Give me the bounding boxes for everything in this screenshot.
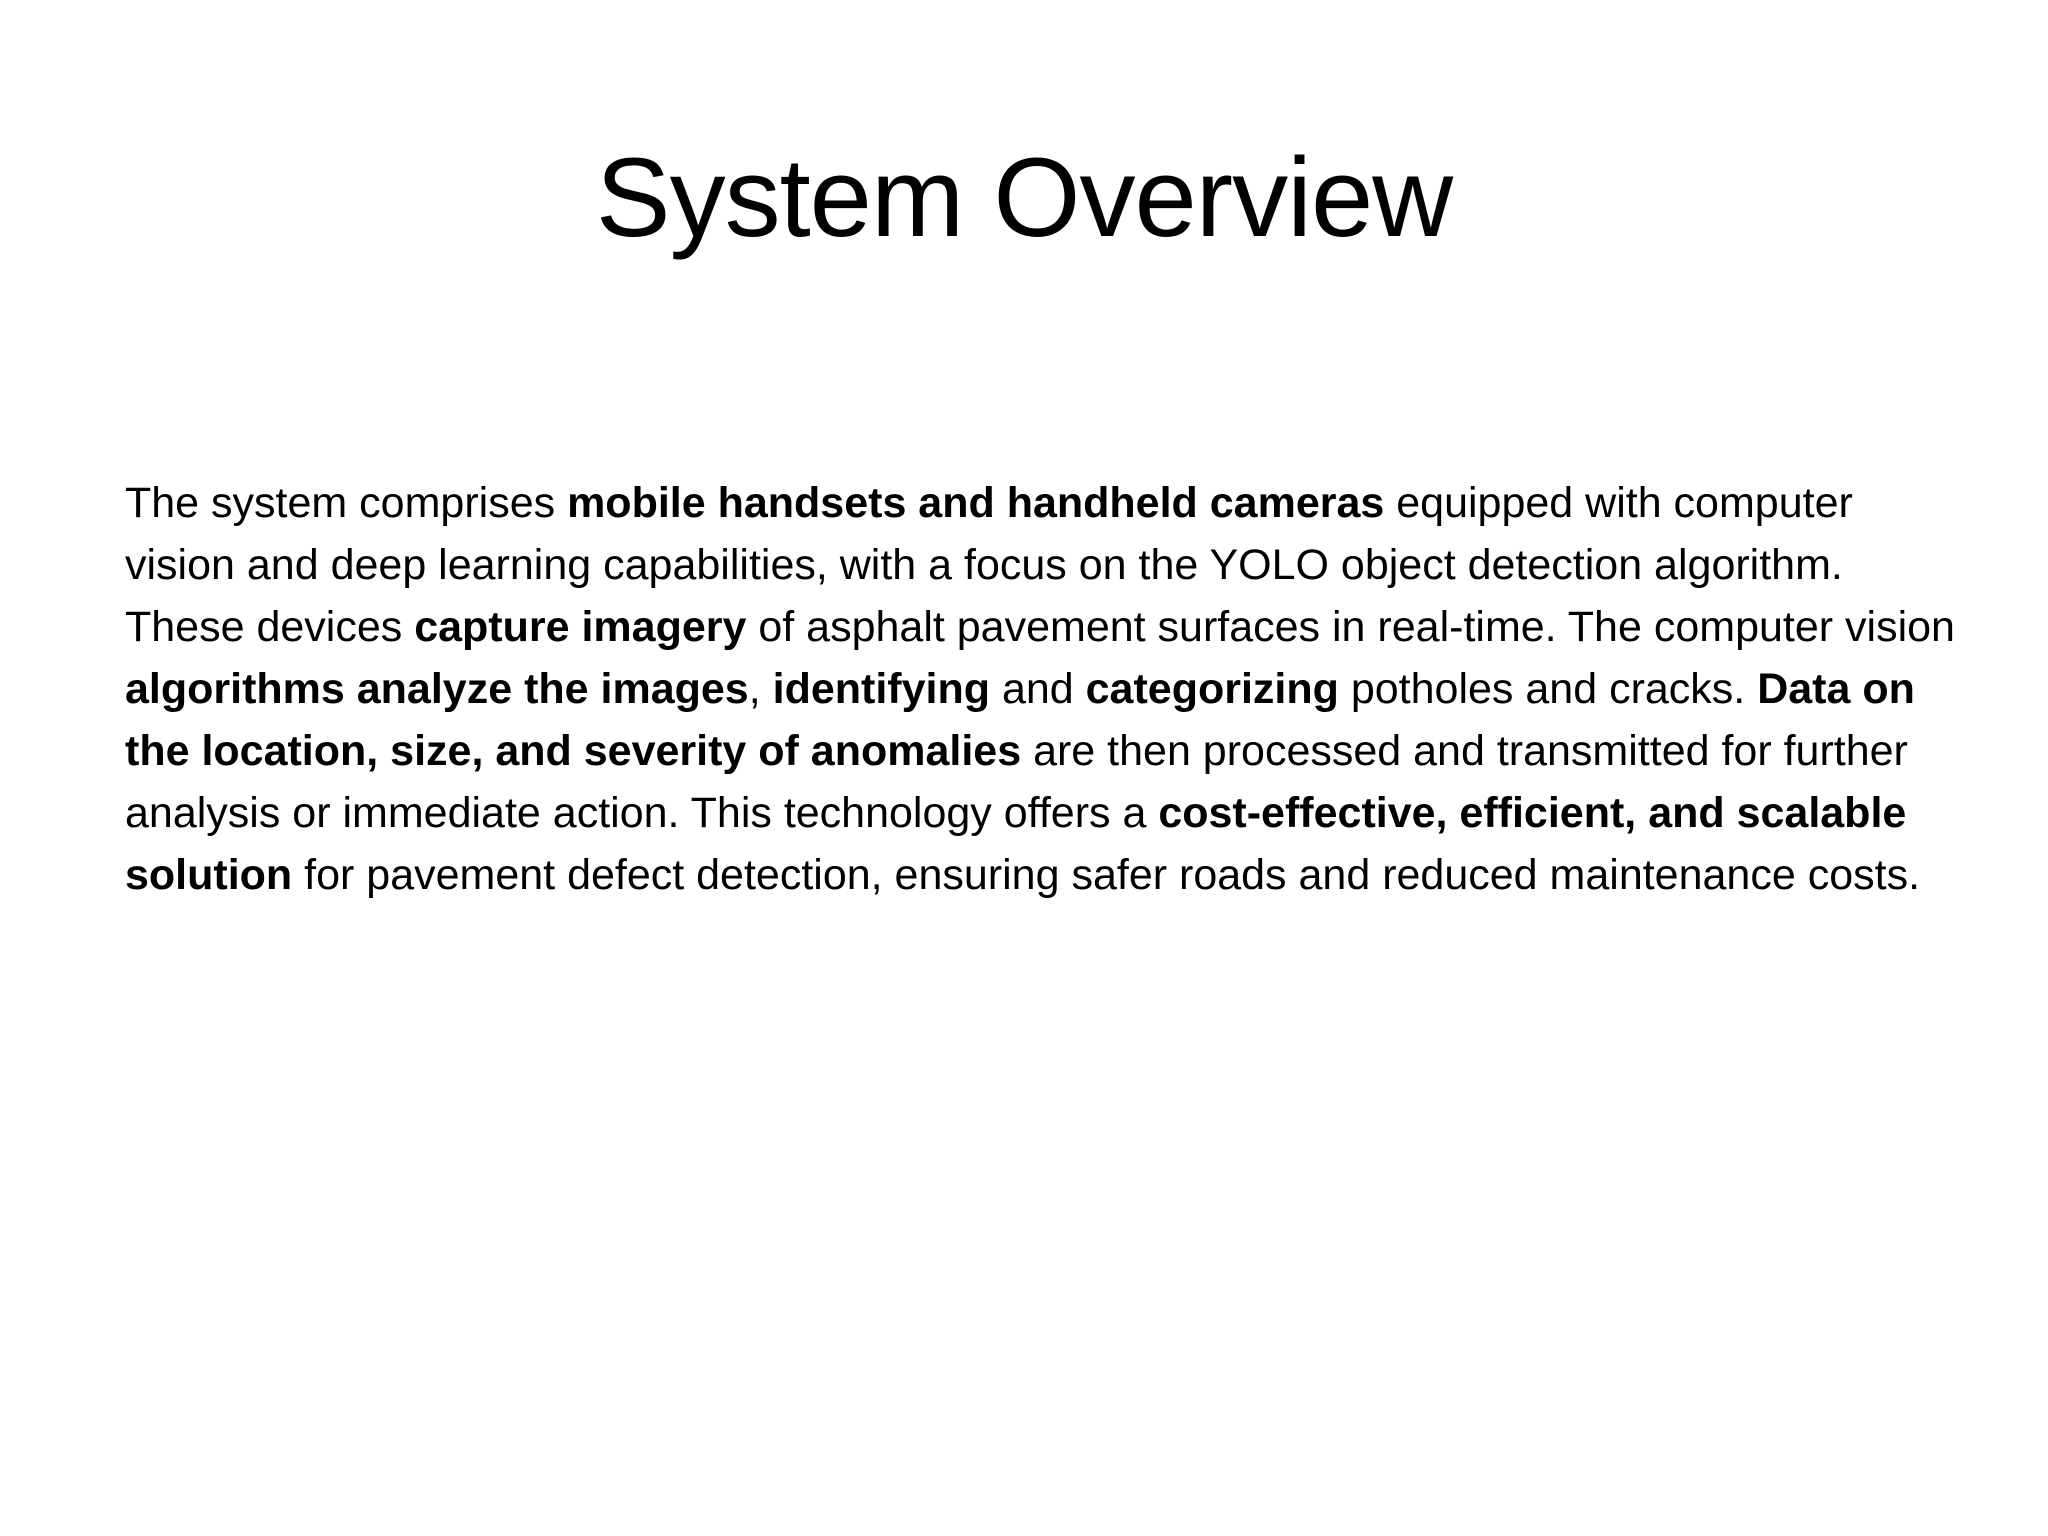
text-run: are then processed and transmitted for further analysis or immediate action. This technology offers a: [125, 727, 1908, 837]
bold-text-run: mobile handsets and handheld cameras: [567, 479, 1385, 527]
bold-text-run: Data on the location, size, and severity of anomalies: [125, 665, 1915, 775]
text-run: for pavement defect detection, ensuring safer roads and reduced maintenance costs.: [292, 851, 1921, 899]
text-run: equipped with computer vision and deep learning capabilities, with a focus on the YOLO object detection algorithm. These devices: [125, 479, 1853, 651]
text-run: and: [990, 665, 1086, 713]
bold-text-run: capture imagery: [414, 603, 747, 651]
text-run: potholes and cracks.: [1338, 665, 1758, 713]
bold-text-run: categorizing: [1085, 665, 1339, 713]
text-run: of asphalt pavement surfaces in real-time. The computer vision: [746, 603, 1955, 651]
slide-title: System Overview: [595, 135, 1453, 260]
bold-text-run: identifying: [772, 665, 990, 713]
body-paragraph: [125, 472, 1955, 906]
text-run: ,: [748, 665, 773, 713]
bold-text-run: algorithms analyze the images: [125, 665, 749, 713]
text-run: The system comprises: [125, 479, 568, 527]
bold-text-run: cost-effective, efficient, and scalable solution: [125, 789, 1907, 899]
